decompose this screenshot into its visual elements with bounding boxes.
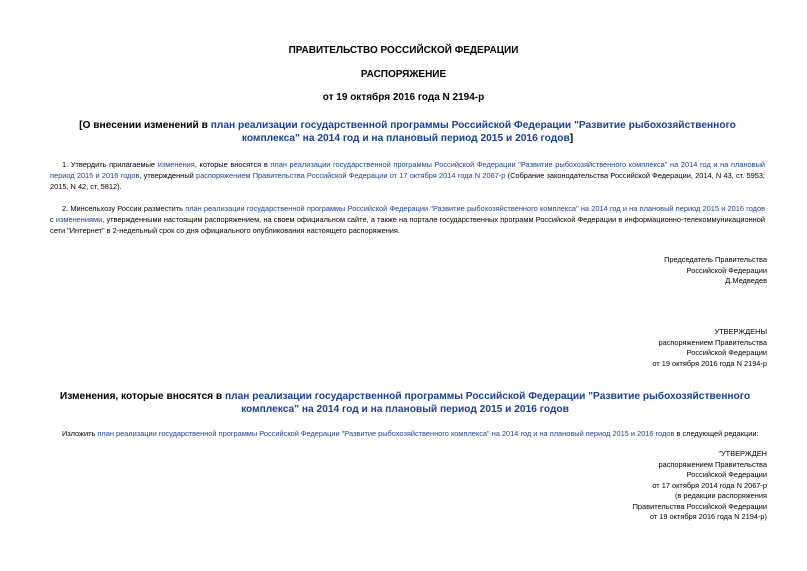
p1-plan-link[interactable]: план реализации государственной программы Российской Федерации "Развитие рыбохозяйственного комплекса" на 2014 год и на плановый период 2015 и 2016 годов <box>50 160 766 180</box>
signature-line-3: Д.Медведев <box>725 276 767 285</box>
approved2-line-1: "УТВЕРЖДЕН <box>718 449 767 458</box>
approved-line-4: от 19 октября 2016 года N 2194-р <box>652 358 767 368</box>
approved2-line-6: Правительства Российской Федерации <box>632 501 767 511</box>
title-plan-link[interactable]: план реализации государственной программы Российской Федерации "Развитие рыбохозяйственного комплекса" на 2014 год и на плановый период 2015 и 2016 годов <box>210 120 736 144</box>
government-header: ПРАВИТЕЛЬСТВО РОССИЙСКОЙ ФЕДЕРАЦИИ <box>288 45 519 56</box>
document-type: РАСПОРЯЖЕНИЕ <box>360 69 447 80</box>
p3-text-2: в следующей редакции: <box>674 429 759 438</box>
p1-changes-link[interactable]: изменения <box>157 160 195 169</box>
p3-plan-link[interactable]: план реализации государственной программы Российской Федерации "Развитие рыбохозяйственного комплекса" на 2014 год и на плановый период 2015 и 2016 годов <box>97 429 675 438</box>
approved2-line-7: от 19 октября 2016 года N 2194-р) <box>649 512 767 521</box>
p1-text-3: , утвержденный <box>139 171 196 180</box>
p2-text-3: , утвержденными настоящим распоряжением, на своем официальном сайте, а также на портале государственных программ Российской Федерации в информационно-телекоммуникационной сети "Интернет" в 2-недельный срок со дня официального опубликования настоящего распоряжения. <box>50 215 765 235</box>
signature-block <box>664 255 767 287</box>
document-date-number: от 19 октября 2016 года N 2194-р <box>322 92 485 103</box>
paragraph-1 <box>50 159 765 192</box>
approved-block-2 <box>633 449 767 523</box>
approved2-line-4: от 17 октября 2014 года N 2067-р <box>652 480 767 490</box>
approved2-line-5: (в редакции распоряжения <box>674 491 767 500</box>
p1-text-1: 1. Утвердить прилагаемые <box>62 160 158 169</box>
approved-line-3: Российской Федерации <box>686 348 767 357</box>
p3-text-1: Изложить <box>62 429 98 438</box>
document-title <box>50 119 765 145</box>
p2-text-2: с <box>50 215 56 224</box>
signature-line-1: Председатель Правительства <box>664 255 767 264</box>
p2-changes-link[interactable]: изменениями <box>55 215 103 224</box>
p1-decree-link[interactable]: распоряжением Правительства Российской Федерации от 17 октября 2014 года N 2067-р <box>196 171 506 180</box>
title-prefix: [О внесении изменений в <box>79 120 211 131</box>
changes-heading <box>30 390 780 416</box>
approved-block <box>652 327 767 369</box>
approved-line-1: УТВЕРЖДЕНЫ <box>714 327 767 336</box>
p1-text-2: , которые вносятся в <box>194 160 271 169</box>
p2-text-1: 2. Минсельхозу России разместить <box>62 204 186 213</box>
title-suffix: ] <box>569 133 574 144</box>
changes-heading-prefix: Изменения, которые вносятся в <box>59 391 225 402</box>
approved2-line-3: Российской Федерации <box>686 470 767 479</box>
paragraph-3 <box>62 428 782 439</box>
p1-text-4: (Собрание законодательства Российской Федерации, 2014, N 43, ст. 5953; 2015, N 42, ст. 5812). <box>50 171 765 191</box>
signature-line-2: Российской Федерации <box>686 265 767 275</box>
approved2-line-2: распоряжением Правительства <box>658 459 767 469</box>
paragraph-2 <box>50 203 765 236</box>
p2-plan-link[interactable]: план реализации государственной программы Российской Федерации "Развитие рыбохозяйственного комплекса" на 2014 год и на плановый период 2015 и 2016 годов <box>185 204 765 213</box>
approved-line-2: распоряжением Правительства <box>658 337 767 347</box>
changes-heading-plan-link[interactable]: план реализации государственной программы Российской Федерации "Развитие рыбохозяйственного комплекса" на 2014 год и на плановый период 2015 и 2016 годов <box>224 391 751 415</box>
